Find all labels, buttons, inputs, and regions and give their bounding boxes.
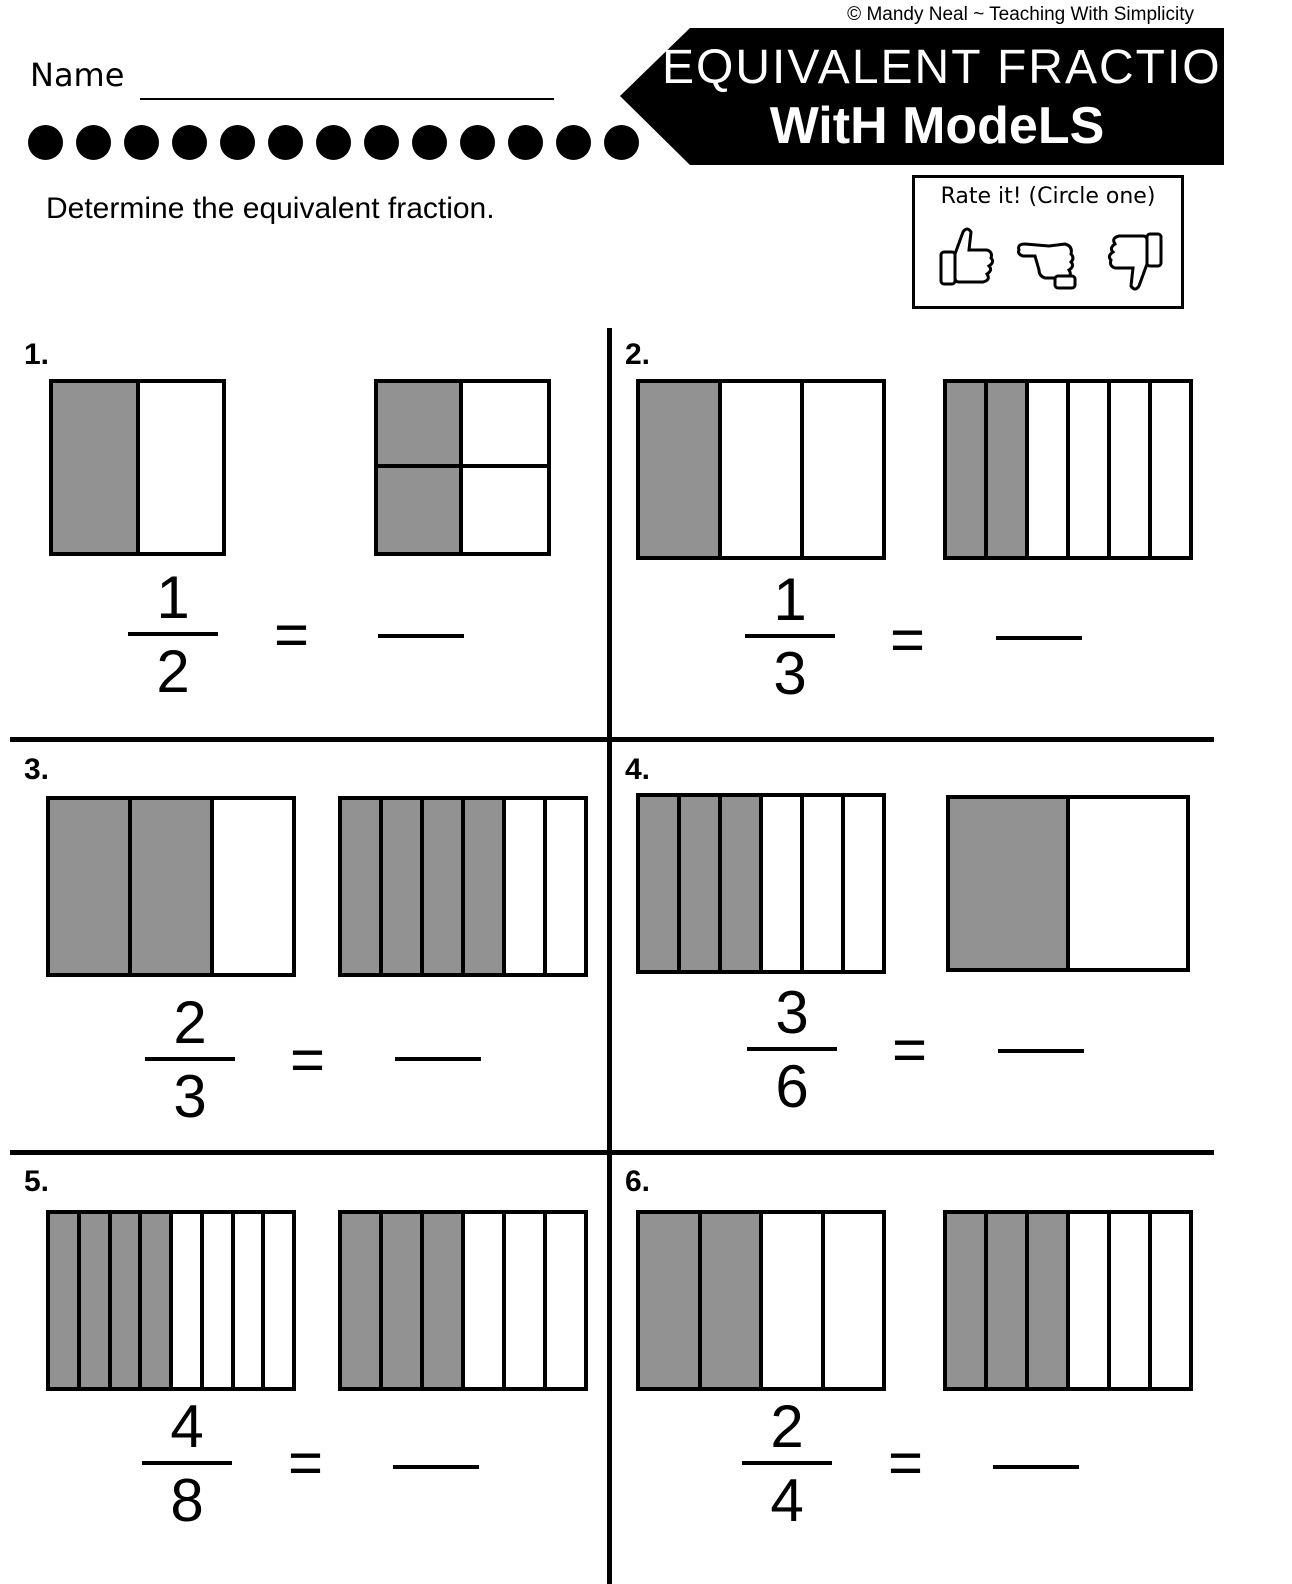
unshaded-part bbox=[1070, 383, 1111, 556]
shaded-part bbox=[681, 797, 722, 970]
given-fraction bbox=[145, 989, 235, 1130]
rate-it-box bbox=[912, 175, 1184, 309]
fraction-denominator: 6 bbox=[775, 1053, 809, 1120]
grid-horizontal-divider bbox=[10, 737, 1214, 742]
unshaded-part bbox=[265, 1214, 292, 1387]
name-line[interactable] bbox=[140, 98, 554, 100]
fraction-numerator: 3 bbox=[775, 979, 809, 1046]
shaded-part bbox=[640, 1214, 702, 1387]
unshaded-part bbox=[547, 800, 584, 973]
answer-blank[interactable] bbox=[393, 1465, 479, 1469]
problem-number: 1. bbox=[24, 338, 50, 371]
thumbs-down-icon[interactable] bbox=[1105, 224, 1169, 294]
shaded-part bbox=[640, 797, 681, 970]
fraction-model-b bbox=[338, 1210, 588, 1391]
shaded-part bbox=[112, 1214, 143, 1387]
unshaded-part bbox=[1111, 1214, 1152, 1387]
unshaded-part bbox=[235, 1214, 266, 1387]
equals-sign: = bbox=[888, 1429, 924, 1496]
equals-sign: = bbox=[288, 1429, 324, 1496]
unshaded-part bbox=[204, 1214, 235, 1387]
dot bbox=[28, 125, 63, 160]
fraction-bar bbox=[145, 1057, 235, 1061]
unshaded-part bbox=[1070, 1214, 1111, 1387]
shaded-part bbox=[424, 1214, 465, 1387]
dot bbox=[316, 125, 351, 160]
fraction-model-b bbox=[374, 379, 551, 556]
unshaded-part bbox=[804, 383, 882, 556]
answer-blank[interactable] bbox=[993, 1465, 1079, 1469]
fraction-model-a bbox=[49, 379, 226, 556]
unshaded-part bbox=[763, 797, 804, 970]
fraction-model-b bbox=[946, 795, 1190, 972]
dot bbox=[364, 125, 399, 160]
unshaded-part bbox=[1152, 1214, 1189, 1387]
title-line-1: EQUIVALENT FRACTIONS bbox=[662, 41, 1292, 94]
shaded-part bbox=[342, 1214, 383, 1387]
answer-blank[interactable] bbox=[998, 1049, 1084, 1053]
unshaded-part bbox=[506, 1214, 547, 1387]
dot bbox=[220, 125, 255, 160]
dot bbox=[556, 125, 591, 160]
unshaded-part bbox=[825, 1214, 883, 1387]
fraction-numerator: 2 bbox=[173, 989, 207, 1056]
fraction-model-b bbox=[338, 796, 588, 977]
fraction-model-a bbox=[46, 1210, 296, 1391]
unshaded-part bbox=[140, 383, 223, 552]
dot bbox=[172, 125, 207, 160]
shaded-part bbox=[378, 383, 463, 468]
unshaded-part bbox=[1029, 383, 1070, 556]
fraction-denominator: 3 bbox=[773, 640, 807, 707]
shaded-part bbox=[950, 799, 1070, 968]
answer-blank[interactable] bbox=[996, 636, 1082, 640]
shaded-part bbox=[947, 383, 988, 556]
answer-blank[interactable] bbox=[378, 634, 464, 638]
name-label: Name bbox=[30, 56, 125, 94]
fraction-model-a bbox=[636, 793, 886, 974]
fraction-bar bbox=[747, 1047, 837, 1051]
copyright-text: © Mandy Neal ~ Teaching With Simplicity bbox=[847, 4, 1194, 25]
given-fraction bbox=[745, 566, 835, 707]
dot bbox=[124, 125, 159, 160]
problem-number: 3. bbox=[24, 753, 50, 786]
dot bbox=[76, 125, 111, 160]
shaded-part bbox=[424, 800, 465, 973]
shaded-part bbox=[142, 1214, 173, 1387]
shaded-part bbox=[378, 468, 463, 553]
problem-number: 2. bbox=[625, 338, 651, 371]
thumbs-up-icon[interactable] bbox=[933, 224, 997, 294]
dot bbox=[460, 125, 495, 160]
grid-horizontal-divider bbox=[10, 1150, 1214, 1155]
given-fraction bbox=[742, 1393, 832, 1534]
equals-sign: = bbox=[890, 606, 926, 673]
given-fraction bbox=[747, 979, 837, 1120]
unshaded-part bbox=[547, 1214, 584, 1387]
fraction-bar bbox=[745, 634, 835, 638]
dot bbox=[268, 125, 303, 160]
shaded-part bbox=[702, 1214, 764, 1387]
unshaded-part bbox=[722, 383, 804, 556]
unshaded-part bbox=[804, 797, 845, 970]
title-line-2: WitH ModeLS bbox=[769, 97, 1105, 155]
fraction-denominator: 3 bbox=[173, 1063, 207, 1130]
shaded-part bbox=[50, 1214, 81, 1387]
grid-vertical-divider bbox=[607, 328, 612, 1584]
unshaded-part bbox=[463, 383, 548, 468]
problem-number: 6. bbox=[625, 1165, 651, 1198]
shaded-part bbox=[383, 1214, 424, 1387]
equals-sign: = bbox=[274, 601, 310, 668]
fraction-numerator: 4 bbox=[170, 1393, 204, 1460]
shaded-part bbox=[640, 383, 722, 556]
fraction-numerator: 2 bbox=[770, 1393, 804, 1460]
unshaded-part bbox=[1070, 799, 1186, 968]
unshaded-part bbox=[1152, 383, 1189, 556]
shaded-part bbox=[81, 1214, 112, 1387]
rate-label: Rate it! (Circle one) bbox=[940, 184, 1156, 209]
fraction-bar bbox=[142, 1461, 232, 1465]
fraction-numerator: 1 bbox=[773, 566, 807, 633]
shaded-part bbox=[988, 1214, 1029, 1387]
shaded-part bbox=[53, 383, 140, 552]
dot bbox=[508, 125, 543, 160]
fraction-numerator: 1 bbox=[156, 564, 190, 631]
shaded-part bbox=[50, 800, 132, 973]
unshaded-part bbox=[173, 1214, 204, 1387]
answer-blank[interactable] bbox=[395, 1057, 481, 1061]
given-fraction bbox=[128, 564, 218, 705]
dot bbox=[412, 125, 447, 160]
fraction-bar bbox=[742, 1461, 832, 1465]
equals-sign: = bbox=[892, 1016, 928, 1083]
problem-number: 5. bbox=[24, 1165, 50, 1198]
shaded-part bbox=[1029, 1214, 1070, 1387]
shaded-part bbox=[947, 1214, 988, 1387]
fraction-model-b bbox=[943, 379, 1193, 560]
fraction-denominator: 4 bbox=[770, 1467, 804, 1534]
fraction-denominator: 8 bbox=[170, 1467, 204, 1534]
unshaded-part bbox=[506, 800, 547, 973]
unshaded-part bbox=[463, 468, 548, 553]
shaded-part bbox=[132, 800, 214, 973]
fraction-model-a bbox=[636, 379, 886, 560]
shaded-part bbox=[342, 800, 383, 973]
unshaded-part bbox=[763, 1214, 825, 1387]
unshaded-part bbox=[214, 800, 292, 973]
equals-sign: = bbox=[290, 1026, 326, 1093]
fraction-model-a bbox=[46, 796, 296, 977]
fraction-model-a bbox=[636, 1210, 886, 1391]
decorative-dots bbox=[28, 125, 639, 160]
unshaded-part bbox=[1111, 383, 1152, 556]
shaded-part bbox=[383, 800, 424, 973]
fraction-model-b bbox=[943, 1210, 1193, 1391]
shaded-part bbox=[722, 797, 763, 970]
unshaded-part bbox=[845, 797, 882, 970]
shaded-part bbox=[988, 383, 1029, 556]
instructions: Determine the equivalent fraction. bbox=[46, 192, 495, 225]
fraction-denominator: 2 bbox=[156, 638, 190, 705]
unshaded-part bbox=[465, 1214, 506, 1387]
fraction-bar bbox=[128, 632, 218, 636]
given-fraction bbox=[142, 1393, 232, 1534]
shaded-part bbox=[465, 800, 506, 973]
thumbs-sideways-icon[interactable] bbox=[1015, 224, 1079, 294]
problem-number: 4. bbox=[625, 753, 651, 786]
